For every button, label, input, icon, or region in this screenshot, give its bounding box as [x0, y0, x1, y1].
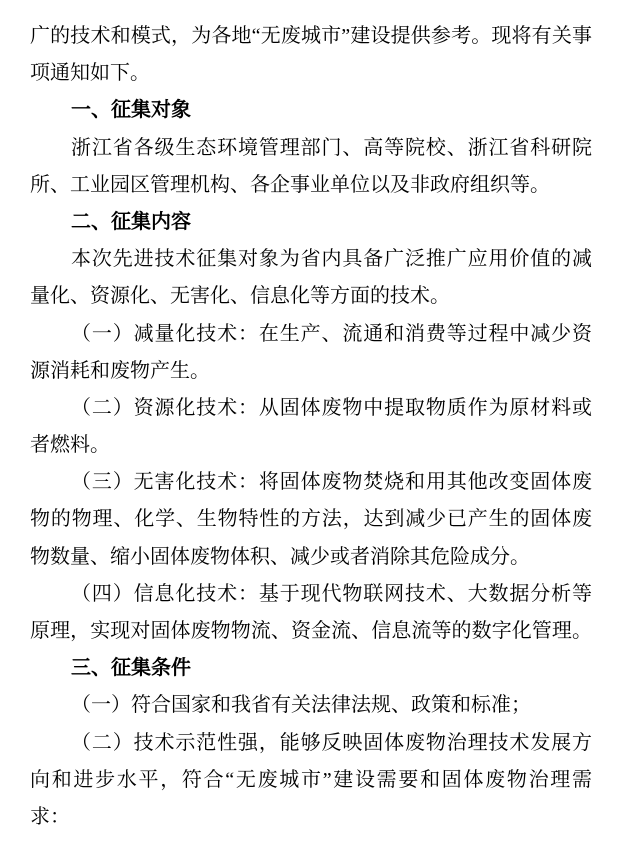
body-line: 量化、资源化、无害化、信息化等方面的技术。: [30, 285, 450, 308]
body-line-item-3: （三）无害化技术：将固体废物焚烧和用其他改变固体废: [71, 471, 592, 494]
body-line-condition-1: （一）符合国家和我省有关法律法规、政策和标准；: [71, 694, 531, 717]
body-line: 本次先进技术征集对象为省内具备广泛推广应用价值的减: [71, 248, 592, 271]
body-line-item-1: （一）减量化技术：在生产、流通和消费等过程中减少资: [71, 322, 592, 345]
body-line: 广的技术和模式，为各地“无废城市”建设提供参考。现将有关事: [30, 25, 592, 47]
body-line: 求：: [30, 805, 70, 828]
body-line-item-4: （四）信息化技术：基于现代物联网技术、大数据分析等: [71, 582, 592, 605]
body-line: 所、工业园区管理机构、各企事业单位以及非政府组织等。: [30, 173, 550, 196]
body-line-condition-2: （二）技术示范性强，能够反映固体废物治理技术发展方: [71, 731, 592, 754]
section-heading-1: 一、征集对象: [71, 99, 191, 122]
section-heading-3: 三、征集条件: [71, 657, 191, 680]
body-line: 物的物理、化学、生物特性的方法，达到减少已产生的固体废: [30, 508, 592, 531]
body-line: 浙江省各级生态环境管理部门、高等院校、浙江省科研院: [71, 136, 592, 159]
body-line: 原理，实现对固体废物物流、资金流、信息流等的数字化管理。: [30, 620, 592, 642]
section-heading-2: 二、征集内容: [71, 210, 191, 233]
body-line: 物数量、缩小固体废物体积、减少或者消除其危险成分。: [30, 545, 530, 568]
body-line: 源消耗和废物产生。: [30, 359, 210, 382]
body-line: 项通知如下。: [30, 62, 150, 85]
body-line-item-2: （二）资源化技术：从固体废物中提取物质作为原材料或: [71, 396, 592, 419]
body-line: 向和进步水平，符合“无废城市”建设需要和固体废物治理需: [30, 768, 592, 791]
body-line: 者燃料。: [30, 434, 110, 457]
